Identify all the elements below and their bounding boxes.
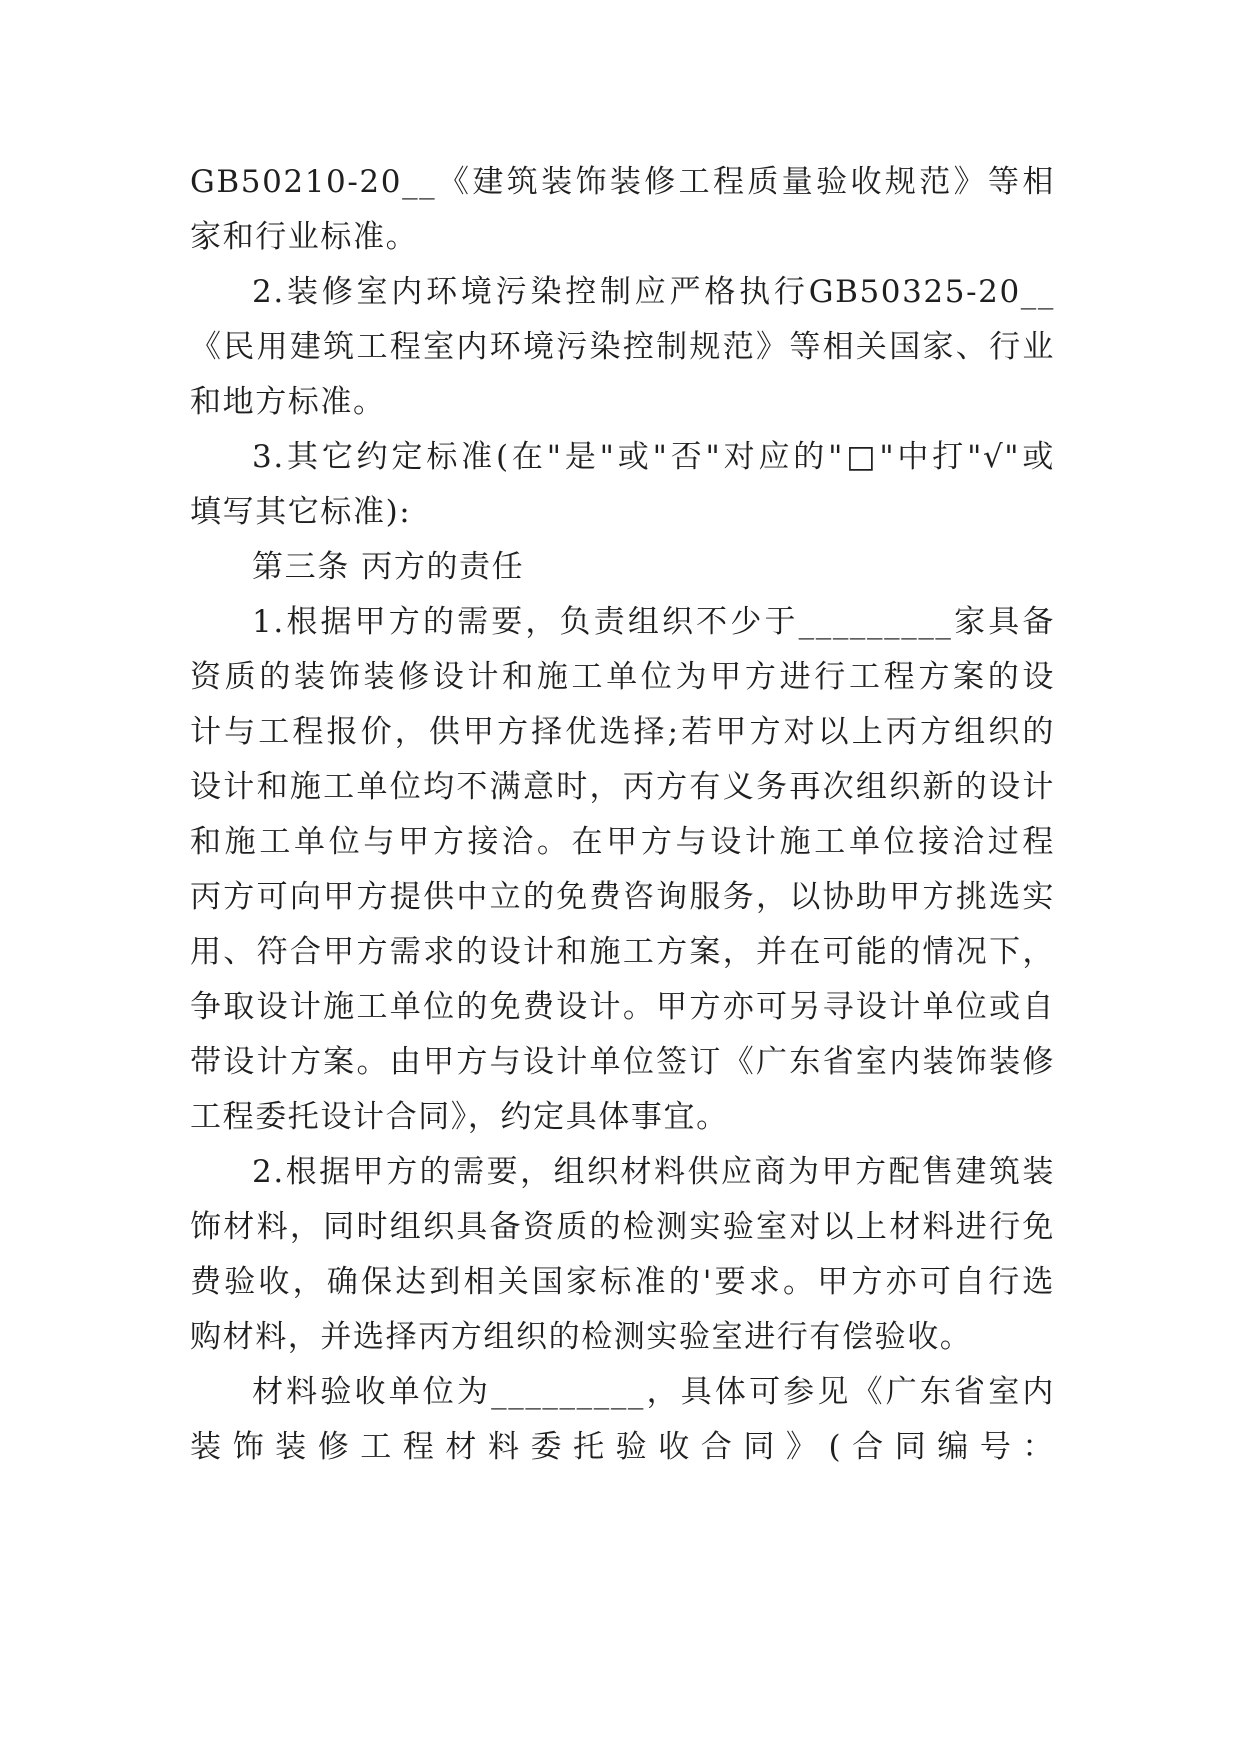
paragraph-line: 费验收，确保达到相关国家标准的'要求。甲方亦可自行选 [190, 1264, 1055, 1300]
paragraph-line: 装饰装修工程材料委托验收合同》(合同编号： [190, 1429, 1055, 1465]
paragraph-line: GB50210-20__《建筑装饰装修工程质量验收规范》等相 [190, 164, 1055, 200]
paragraph-line: 3.其它约定标准(在"是"或"否"对应的"□"中打"√"或 [252, 439, 1055, 475]
paragraph-line: 工程委托设计合同》，约定具体事宜。 [190, 1099, 729, 1135]
paragraph-line: 材料验收单位为_________，具体可参见《广东省室内 [252, 1374, 1055, 1410]
paragraph-line: 购材料，并选择丙方组织的检测实验室进行有偿验收。 [190, 1319, 973, 1355]
paragraph-line: 争取设计施工单位的免费设计。甲方亦可另寻设计单位或自 [190, 989, 1055, 1025]
paragraph-line: 饰材料，同时组织具备资质的检测实验室对以上材料进行免 [190, 1209, 1055, 1245]
paragraph-line: 《民用建筑工程室内环境污染控制规范》等相关国家、行业 [190, 329, 1055, 365]
paragraph-line: 和地方标准。 [190, 384, 386, 420]
paragraph-line: 家和行业标准。 [190, 219, 419, 255]
paragraph-line: 用、符合甲方需求的设计和施工方案，并在可能的情况下， [190, 934, 1055, 970]
paragraph-line: 计与工程报价，供甲方择优选择;若甲方对以上丙方组织的 [190, 714, 1055, 750]
paragraph-line: 1.根据甲方的需要，负责组织不少于_________家具备 [252, 604, 1055, 640]
paragraph-line: 资质的装饰装修设计和施工单位为甲方进行工程方案的设 [190, 659, 1055, 695]
paragraph-line: 和施工单位与甲方接洽。在甲方与设计施工单位接洽过程 [190, 824, 1055, 860]
section-heading: 第三条 丙方的责任 [252, 549, 525, 585]
paragraph-line: 2.装修室内环境污染控制应严格执行GB50325-20__ [252, 274, 1055, 310]
paragraph-line: 2.根据甲方的需要，组织材料供应商为甲方配售建筑装 [252, 1154, 1055, 1190]
paragraph-line: 填写其它标准): [190, 494, 412, 530]
paragraph-line: 丙方可向甲方提供中立的免费咨询服务，以协助甲方挑选实 [190, 879, 1055, 915]
paragraph-line: 设计和施工单位均不满意时，丙方有义务再次组织新的设计 [190, 769, 1055, 805]
paragraph-line: 带设计方案。由甲方与设计单位签订《广东省室内装饰装修 [190, 1044, 1055, 1080]
